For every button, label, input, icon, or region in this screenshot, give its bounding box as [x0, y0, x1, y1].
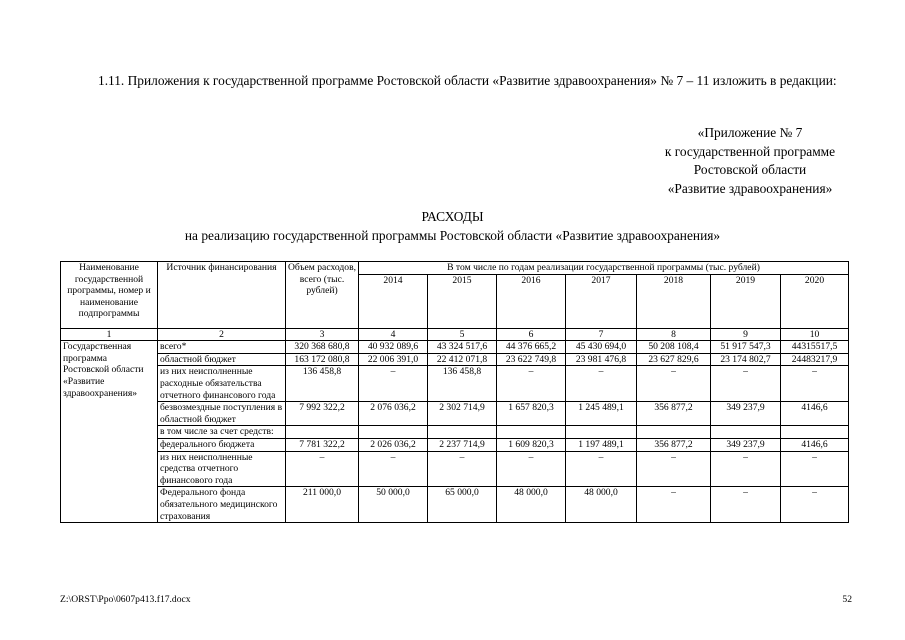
year-cell	[428, 426, 497, 439]
year-cell: 2 026 036,2	[359, 438, 428, 451]
year-cell: –	[566, 451, 637, 487]
year-cell: 2 302 714,9	[428, 402, 497, 426]
total-cell: 7 781 322,2	[286, 438, 359, 451]
footer-file-path: Z:\ORST\Ppo\0607p413.f17.docx	[60, 594, 191, 605]
year-cell: 2 237 714,9	[428, 438, 497, 451]
source-cell: из них неисполненные средства отчетного финансового года	[158, 451, 286, 487]
table-row	[61, 487, 849, 523]
year-cell	[566, 426, 637, 439]
column-number: 5	[428, 328, 497, 341]
year-cell: –	[359, 366, 428, 402]
expenses-table	[60, 261, 849, 523]
header-year: 2018	[637, 274, 711, 328]
table-row	[61, 451, 849, 487]
title-subheading: на реализацию государственной программы Ростовской области «Развитие здравоохранения»	[184, 227, 721, 243]
column-number: 4	[359, 328, 428, 341]
year-cell: 4146,6	[781, 438, 849, 451]
year-cell: 44315517,5	[781, 341, 849, 354]
year-cell: –	[781, 366, 849, 402]
amendment-text: 1.11. Приложения к государственной программе Ростовской области «Развитие здравоохранения» № 7 – 11 изложить в редакции:	[98, 73, 837, 88]
header-year: 2016	[497, 274, 566, 328]
year-cell: 356 877,2	[637, 402, 711, 426]
table-row	[61, 366, 849, 402]
header-name: Наименование государственной программы, номер и наименование подпрограммы	[61, 262, 158, 329]
year-cell: 50 208 108,4	[637, 341, 711, 354]
year-cell: –	[711, 451, 781, 487]
year-cell: 349 237,9	[711, 402, 781, 426]
column-number: 1	[61, 328, 158, 341]
year-cell: –	[497, 451, 566, 487]
year-cell: 40 932 089,6	[359, 341, 428, 354]
header-total: Объем расходов, всего (тыс. рублей)	[286, 262, 359, 329]
year-cell: 349 237,9	[711, 438, 781, 451]
year-cell: 22 412 071,8	[428, 353, 497, 366]
year-cell: 23 981 476,8	[566, 353, 637, 366]
title-heading: РАСХОДЫ	[421, 209, 484, 224]
year-cell: 23 622 749,8	[497, 353, 566, 366]
document-title	[0, 208, 905, 245]
year-cell: –	[637, 451, 711, 487]
year-cell	[359, 426, 428, 439]
source-cell: федерального бюджета	[158, 438, 286, 451]
header-year: 2017	[566, 274, 637, 328]
column-number-row	[61, 328, 849, 341]
column-number: 2	[158, 328, 286, 341]
total-cell: 136 458,8	[286, 366, 359, 402]
header-year: 2014	[359, 274, 428, 328]
year-cell	[781, 426, 849, 439]
header-row	[61, 262, 849, 275]
header-year: 2020	[781, 274, 849, 328]
year-cell: 65 000,0	[428, 487, 497, 523]
year-cell	[637, 426, 711, 439]
year-cell: –	[359, 451, 428, 487]
table-row	[61, 353, 849, 366]
column-number: 8	[637, 328, 711, 341]
source-cell: всего*	[158, 341, 286, 354]
column-number: 10	[781, 328, 849, 341]
year-cell: –	[781, 487, 849, 523]
column-number: 7	[566, 328, 637, 341]
year-cell: 51 917 547,3	[711, 341, 781, 354]
header-year: 2019	[711, 274, 781, 328]
year-cell: 45 430 694,0	[566, 341, 637, 354]
table-row	[61, 341, 849, 354]
year-cell: 48 000,0	[566, 487, 637, 523]
annex-line: «Приложение № 7	[697, 125, 803, 140]
year-cell: 23 627 829,6	[637, 353, 711, 366]
year-cell: 44 376 665,2	[497, 341, 566, 354]
footer-page-number: 52	[842, 594, 852, 605]
header-year: 2015	[428, 274, 497, 328]
year-cell: 2 076 036,2	[359, 402, 428, 426]
year-cell: –	[711, 366, 781, 402]
year-cell: –	[428, 451, 497, 487]
year-cell: 1 197 489,1	[566, 438, 637, 451]
year-cell: 43 324 517,6	[428, 341, 497, 354]
column-number: 9	[711, 328, 781, 341]
year-cell: 1 609 820,3	[497, 438, 566, 451]
source-cell: областной бюджет	[158, 353, 286, 366]
total-cell: 320 368 680,8	[286, 341, 359, 354]
annex-line: «Развитие здравоохранения»	[667, 180, 833, 196]
annex-line: Ростовской области	[693, 162, 807, 177]
header-source: Источник финансирования	[158, 262, 286, 329]
year-cell: 356 877,2	[637, 438, 711, 451]
year-cell: –	[566, 366, 637, 402]
total-cell: –	[286, 451, 359, 487]
header-by-years: В том числе по годам реализации государственной программы (тыс. рублей)	[359, 262, 849, 275]
program-name: Государственная программа Ростовской области «Развитие здравоохранения»	[61, 341, 158, 523]
total-cell: 163 172 080,8	[286, 353, 359, 366]
total-cell: 211 000,0	[286, 487, 359, 523]
column-number: 6	[497, 328, 566, 341]
year-cell: 24483217,9	[781, 353, 849, 366]
table-row	[61, 438, 849, 451]
year-cell: –	[637, 366, 711, 402]
year-cell: –	[781, 451, 849, 487]
year-cell: 1 245 489,1	[566, 402, 637, 426]
year-cell: –	[497, 366, 566, 402]
annex-heading	[600, 124, 900, 198]
year-cell: 23 174 802,7	[711, 353, 781, 366]
year-cell: 1 657 820,3	[497, 402, 566, 426]
total-cell	[286, 426, 359, 439]
total-cell: 7 992 322,2	[286, 402, 359, 426]
amendment-paragraph	[60, 71, 860, 90]
year-cell: 136 458,8	[428, 366, 497, 402]
source-cell: безвозмездные поступления в областной бюджет	[158, 402, 286, 426]
year-cell	[711, 426, 781, 439]
year-cell: 48 000,0	[497, 487, 566, 523]
year-cell: 50 000,0	[359, 487, 428, 523]
source-cell: в том числе за счет средств:	[158, 426, 286, 439]
table-row	[61, 426, 849, 439]
year-cell: –	[711, 487, 781, 523]
year-cell: 4146,6	[781, 402, 849, 426]
source-cell: из них неисполненные расходные обязательства отчетного финансового года	[158, 366, 286, 402]
annex-line: к государственной программе	[664, 143, 836, 159]
year-cell	[497, 426, 566, 439]
column-number: 3	[286, 328, 359, 341]
year-cell: 22 006 391,0	[359, 353, 428, 366]
table-row	[61, 402, 849, 426]
year-cell: –	[637, 487, 711, 523]
source-cell: Федерального фонда обязательного медицинского страхования	[158, 487, 286, 523]
